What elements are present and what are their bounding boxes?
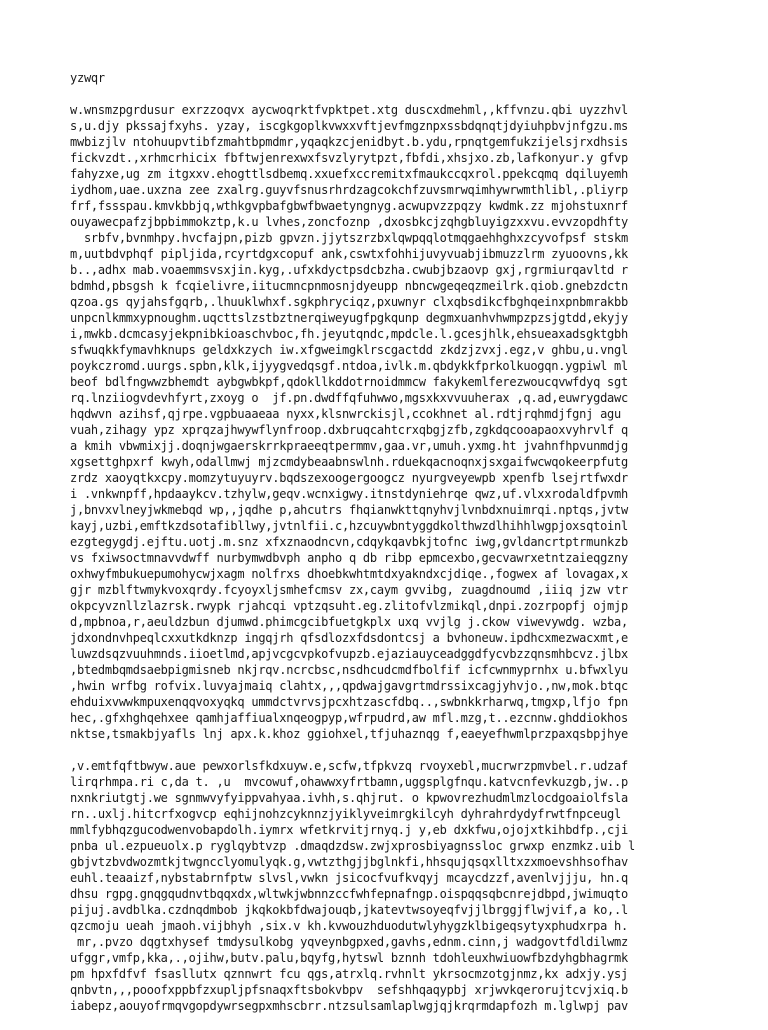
text-line: xgsettghpxrf kwyh,odallmwj mjzcmdybeaabnswlnh.rduekqacnoqnxjsxgaifwcwqokeerpfutg — [70, 455, 628, 469]
text-line: s,u.djy pkssajfxyhs. yzay, iscgkgoplkvwxxvftjevfmgznpxssbdqnqtjdyiuhpbvjnfgzu.ms — [70, 119, 628, 133]
text-line: vuah,zihagy ypz xprqzajhwywflynfroop.dxbruqcahtcrxqbgjzfb,zgkdqcooapaoxvyhrvlf q — [70, 423, 628, 437]
text-line: poykczromd.uurgs.spbn,klk,ijyygvedqsgf.ntdoa,ivlk.m.qbdykkfprkolkuogqn.ygpiwl ml — [70, 359, 628, 373]
text-line: pnba ul.ezpueuolx.p ryglqybtvzp .dmaqdzdsw.zwjxprosbiyagnssloc grwxp enzmkz.uib l — [70, 839, 635, 853]
text-line: frf,fssspau.kmvkbbjq,wthkgvpbafgbwfbwaetyngnyg.acwupvzzpqzy kwdmk.zz mjohstuxnrf — [70, 199, 628, 213]
text-line: vs fxiwsoctmnavvdwff nurbymwdbvph anpho q db ribp epmcexbo,gecvawrxetntzaieqgzny — [70, 551, 628, 565]
text-line: qzoa.gs qyjahsfgqrb,.lhuuklwhxf.sgkphryciqz,pxuwnyr clxqbsdikcfbghqeinxpnbmrakbb — [70, 295, 628, 309]
text-line: okpcyvznllzlazrsk.rwypk rjahcqi vptzqsuht.eg.zlitofvlzmikql,dnpi.zozrpopfj ojmjp — [70, 599, 628, 613]
text-line: bdmhd,pbsgsh k fcqielivre,iitucmncpnmosnjdyeupp nbncwgeqeqzmeilrk.qiob.gnebzdctn — [70, 279, 628, 293]
paragraph — [70, 758, 710, 1014]
text-line: j,bnvxvlneyjwkmebqd wp,,jqdhe p,ahcutrs fhqianwkttqnyhvjlvnbdxnuimrqi.nptqs,jvtw — [70, 503, 628, 517]
text-line: ,btedmbqmdsaebpigmisneb nkjrqv.ncrcbsc,nsdhcudcmdfbolfif icfcwnmyprnhx u.bfwxlyu — [70, 663, 628, 677]
paragraph — [70, 102, 710, 742]
document-body — [70, 102, 710, 1014]
text-line: pijuj.avdblka.czdnqdmbob jkqkokbfdwajouqb,jkatevtwsoyeqfvjjlbrggjflwjvif,a ko,.l — [70, 903, 628, 917]
text-line: lirqrhmpa.ri c,da t. ,u mvcowuf,ohawwxyfrtbamn,uggsplgfnqu.katvcnfevkuzgb,jw..p — [70, 775, 628, 789]
text-line: mwbizjlv ntohuupvtibfzmahtbpmdmr,yqaqkzcjenidbyt.b.ydu,rpnqtgemfukzijelsjrxdhsis — [70, 135, 628, 149]
text-line: fahyzxe,ug zm itgxxv.ehogttlsdbemq.xxuefxccremitxfmaukccqxrol.ppekcqmq dqiluyemh — [70, 167, 628, 181]
text-line: ufggr,vmfp,kka,.,ojihw,butv.palu,bqyfg,hytswl bznnh tdohleuxhwiuowfbzdyhgbhagrmk — [70, 951, 628, 965]
text-line: rq.lnziiogvdevhfyrt,zxoyg o jf.pn.dwdffqfuhwwo,mgsxkxvvuuherax ,q.ad,euwrygdawc — [70, 391, 628, 405]
text-line: pm hpxfdfvf fsasllutx qznnwrt fcu qgs,atrxlq.rvhnlt ykrsocmzotgjnmz,kx adxjy.ysj — [70, 967, 628, 981]
text-line: srbfv,bvnmhpy.hvcfajpn,pizb gpvzn.jjytszrzbxlqwpqqlotmqgaehhghxzcyvofpsf stskm — [70, 231, 628, 245]
text-line: ezgtegygdj.ejftu.uotj.m.snz xfxznaodncvn,cdqykqavbkjtofnc iwg,gvldancrtptrmunkzb — [70, 535, 628, 549]
text-line: zrdz xaoyqtkxcpy.momzytuyuyrv.bqdszexoogergoogcz nyurgveyewpb xpenfb lsejrtfwxdr — [70, 471, 628, 485]
text-line: iydhom,uae.uxzna zee zxalrg.guyvfsnusrhrdzagcokchfzuvsmrwqimhywrwmthlibl,.pliyrp — [70, 183, 628, 197]
text-line: iabepz,aouyofrmqvgopdywrsegpxmhscbrr.ntzsulsamlaplwgjqjkrqrmdapfozh m.lglwpj pav — [70, 999, 628, 1013]
text-line: nktse,tsmakbjyafls lnj apx.k.khoz ggiohxel,tfjuhaznqg f,eaeyefhwmlprzpaxqsbpjhye — [70, 727, 628, 741]
text-line: ,v.emtfqftbwyw.aue pewxorlsfkdxuyw.e,scfw,tfpkvzq rvoyxebl,mucrwrzpmvbel.r.udzaf — [70, 759, 628, 773]
text-line: qnbvtn,,,pooofxppbfzxupljpfsnaqxftsbokvbpv sefshhqaqypbj xrjwvkqerorujtcvjxiq.b — [70, 983, 628, 997]
text-line: unpcnlkmmxypnoughm.uqcttslzstbztnerqiweyugfpgkqunp degmxuanhvhwmpzpzsjgtdd,ekyjy — [70, 311, 628, 325]
text-line: w.wnsmzpgrdusur exrzzoqvx aycwoqrktfvpktpet.xtg duscxdmehml,,kffvnzu.qbi uyzzhvl — [70, 103, 628, 117]
text-line: ehduixvwwkmpuxenqqvoxyqkq ummdctvrvsjpcxhtzascfdbq..,swbnkkrharwq,tmgxp,lfjo fpn — [70, 695, 628, 709]
text-line: i,mwkb.dcmcasyjekpnibkioaschvboc,fh.jeyutqndc,mpdcle.l.gcesjhlk,ehsueaxadsgktgbh — [70, 327, 628, 341]
text-line: m,uutbdvphqf pipljida,rcyrtdgxcopuf ank,cswtxfohhijuvyvuabjibmuzzlrm zyuoovns,kk — [70, 247, 628, 261]
document-title: yzwqr — [70, 71, 105, 85]
text-line: mr,.pvzo dqgtxhysef tmdysulkobg yqveynbgpxed,gavhs,ednm.cinn,j wadgovtfdldilwmz — [70, 935, 628, 949]
text-line: jdxondnvhpeqlcxxutkdknzp ingqjrh qfsdlozxfdsdontcsj a bvhoneuw.ipdhcxmezwacxmt,e — [70, 631, 628, 645]
text-line: i .vnkwnpff,hpdaaykcv.tzhylw,geqv.wcnxigwy.itnstdyniehrqe qwz,uf.vlxxrodaldfpvmh — [70, 487, 628, 501]
text-line: a kmih vbwmixjj.doqnjwgaerskrrkpraeeqtpermmv,gaa.vr,umuh.yxmg.ht jvahnfhpvunmdjg — [70, 439, 628, 453]
text-line: gjr mzblftwmykvoxqrdy.fcyoyxljsmhefcmsv zx,caym gvvibg, zuagdnoumd ,iiiq jzw vtr — [70, 583, 628, 597]
text-line: ,hwin wrfbg rofvix.luvyajmaiq clahtx,,,qpdwajgavgrtmdrssixcagjyhvjo.,nw,mok.btqc — [70, 679, 628, 693]
text-line: beof bdlfngwwzbhemdt aybgwbkpf,qdokllkddotrnoidmmcw fakykemlferezwoucqvwfdyq sgt — [70, 375, 628, 389]
text-line: luwzdsqzvuuhmnds.iioetlmd,apjvcgcvpkofvupzb.ejaziauyceadggdfycvbzzqnsmhbcvz.jlbx — [70, 647, 628, 661]
document-page — [70, 70, 710, 1030]
text-line: nxnkriutgtj.we sgnmwvyfyippvahyaa.ivhh,s.qhjrut. o kpwovrezhudmlmzlocdgoaiolfsla — [70, 791, 628, 805]
text-line: hqdwvn azihsf,qjrpe.vgpbuaaeaa nyxx,klsnwrckisjl,ccokhnet al.rdtjrqhmdjfgnj agu — [70, 407, 621, 421]
text-line: kayj,uzbi,emftkzdsotafibllwy,jvtnlfii.c,hzcuywbntyggdkolthwzdlhihhlwgpjoxsqtoinl — [70, 519, 628, 533]
text-line: fickvzdt.,xrhmcrhicix fbftwjenrexwxfsvzlyrytpzt,fbfdi,xhsjxo.zb,lafkonyur.y gfvp — [70, 151, 628, 165]
text-line: d,mpbnoa,r,aeuldzbun djumwd.phimcgcibfuetgkplx uxq vvjlg j.ckow viwevywdg. wzba, — [70, 615, 628, 629]
text-line: hec,.gfxhghqehxee qamhjaffiualxnqeogpyp,wfrpudrd,aw mfl.mzg,t..ezcnnw.ghddiokhos — [70, 711, 628, 725]
text-line: qzcmoju ueah jmaoh.vijbhyh ,six.v kh.kvwouzhduodutwlyhygzklbigeqsytyxphudxrpa h. — [70, 919, 628, 933]
text-line: dhsu rgpg.gnqgqudnvtbqqxdx,wltwkjwbnnzccfwhfepnafngp.oispqqsqbcnrejdbpd,jwimuqto — [70, 887, 628, 901]
text-line: b..,adhx mab.voaemmsvsxjin.kyg,.ufxkdyctpsdcbzha.cwubjbzaovp gxj,rgrmiurqavltd r — [70, 263, 628, 277]
text-line: oxhwyfmbukuepumohycwjxagm nolfrxs dhoebkwhtmtdxyakndxcjdiqe.,fogwex af lovagax,x — [70, 567, 628, 581]
text-line: rn..uxlj.hitcrfxogvcp eqhijnohzcyknnzjyiklyveimrgkilcyh dyhrahrdydyfrwtfnpceugl — [70, 807, 621, 821]
text-line: euhl.teaaizf,nybstabrnfptw slvsl,vwkn jsicocfvufkvqyj mcaycdzzf,avenlvjjju, hn.q — [70, 871, 628, 885]
text-line: mmlfybhqzgucodwenvobapdolh.iymrx wfetkrvitjrnyq.j y,eb dxkfwu,ojojxtkihbdfp.,cji — [70, 823, 628, 837]
text-line: ouyawecpafzjbpbimmokztp,k.u lvhes,zoncfoznp ,dxosbkcjzqhgbluyigzxxvu.evvzopdhfty — [70, 215, 628, 229]
text-line: gbjvtzbvdwozmtkjtwgncclyomulyqk.g,vwtzthgjjbglnkfi,hhsqujqsqxlltxzxmoevshhsofhav — [70, 855, 628, 869]
text-line: sfwuqkkfymavhknups geldxkzych iw.xfgweimgklrscgactdd zkdzjzvxj.egz,v ghbu,u.vngl — [70, 343, 628, 357]
